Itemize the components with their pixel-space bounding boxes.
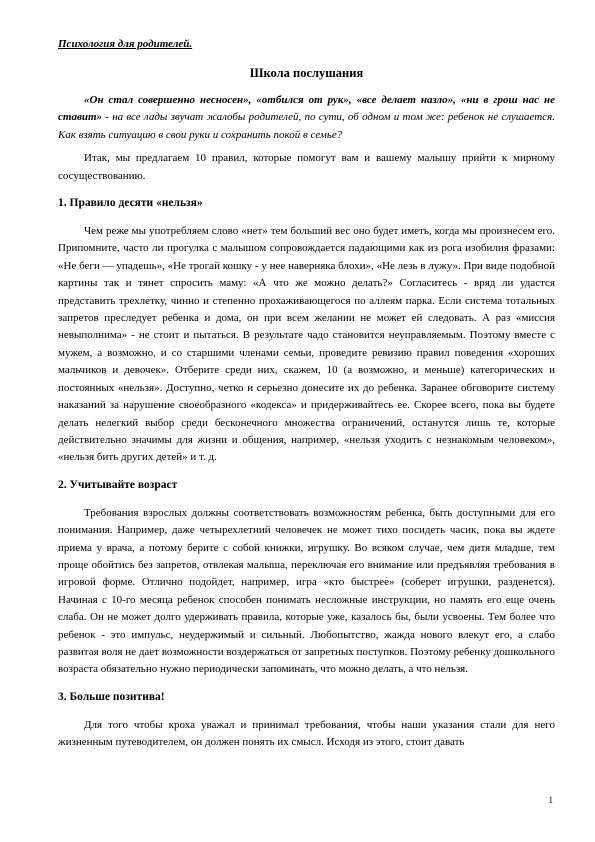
section-heading-3: 3. Больше позитива! bbox=[58, 690, 165, 703]
section-text-2: Требования взрослых должны соответствовать возможностям ребенка, быть доступными для его понимания. Например, даже четырехлетний человечек не может тихо посидеть часик, пока вы ждете приема у врача, а потому берите с собой книжки, игрушку. Во всяком случае, чем дитя младше, тем проще обойтись без запретов, отвлекая малыша, переключая его внимание или предъявляя требования в игровой форме. Отлично подойдет, например, игра «кто быстрее» (соберет игрушки, разденется). Начиная с 10-го месяца ребенок способен понимать несложные инструкции, но память его еще очень слаба. Он не может долго удерживать правила, которые уже, казалось бы, были усвоены. Тем более что ребенок - это импульс, неудержимый и сильный. Любопытство, жажда нового влекут его, а слабо развитая воля не дает возможности воздержаться от запретных поступков. Поэтому ребенку дошкольного возраста обязательно нужно периодически запоминать, что можно делать, а что нельзя. bbox=[58, 506, 555, 676]
document-page bbox=[58, 36, 555, 752]
section-text-1: Чем реже мы употребляем слово «нет» тем больший вес оно будет иметь, когда мы произнесем его. Припомните, часто ли прогулка с малышом сопровождается падающими как из рога изобилия фразами: «Не беги — упадешь», «Не трогай кошку - у нее наверняка блохи», «Не лезь в лужу». При виде подобной картины так и тянет спросить маму: «А что же можно делать?» Согласитесь - вряд ли удастся представить трехлетку, чинно и степенно прохаживающегося по аллеям парка. Если система тотальных запретов преследует ребенка и дома, он при всем желании не может ей следовать. А раз «миссия невыполнима» - не стоит и пытаться. В результате чадо становится неуправляемым. Поэтому вместе с мужем, а возможно, и со старшими членами семьи, проведите ревизию правил поведения «хороших мальчиков и девочек». Отберите среди них, скажем, 10 (а возможно, и меньше) категорических и постоянных «нельзя». Доступно, четко и серьезно донесите их до ребенка. Заранее обговорите систему наказаний за нарушение своеобразного «кодекса» и придерживайтесь ее. Скорее всего, пока вы будете делать нелегкий выбор среди бесконечного множества ограничений, останутся лишь те, которые действительно значимы для жизни и общения, например, «нельзя уходить с незнакомым человеком», «нельзя бить других детей» и т. д. bbox=[58, 225, 555, 464]
intro-paragraph: Итак, мы предлагаем 10 правил, которые помогут вам и вашему малышу прийти к мирному сосуществованию. bbox=[58, 152, 555, 182]
lead-paragraph bbox=[58, 92, 555, 144]
rubric: Психология для родителей. bbox=[58, 38, 193, 50]
section-heading-2: 2. Учитывайте возраст bbox=[58, 478, 178, 491]
section-heading-1: 1. Правило десяти «нельзя» bbox=[58, 197, 203, 210]
lead-quotes: «Он стал совершенно несносен», «отбился от рук», «все делает назло», «ни в грош нас не ставит» bbox=[58, 94, 555, 124]
page-number: 1 bbox=[548, 795, 553, 805]
page-title: Школа послушания bbox=[249, 66, 364, 80]
section-text-3: Для того чтобы кроха уважал и принимал требования, чтобы наши указания стали для него жизненным путеводителем, он должен понять их смысл. Исходя из этого, стоит давать bbox=[58, 718, 555, 749]
lead-text: - на все лады звучат жалобы родителей, по сути, об одном и том же: ребенок не слушается. Как взять ситуацию в свои руки и сохранить покой в семье? bbox=[58, 111, 555, 141]
